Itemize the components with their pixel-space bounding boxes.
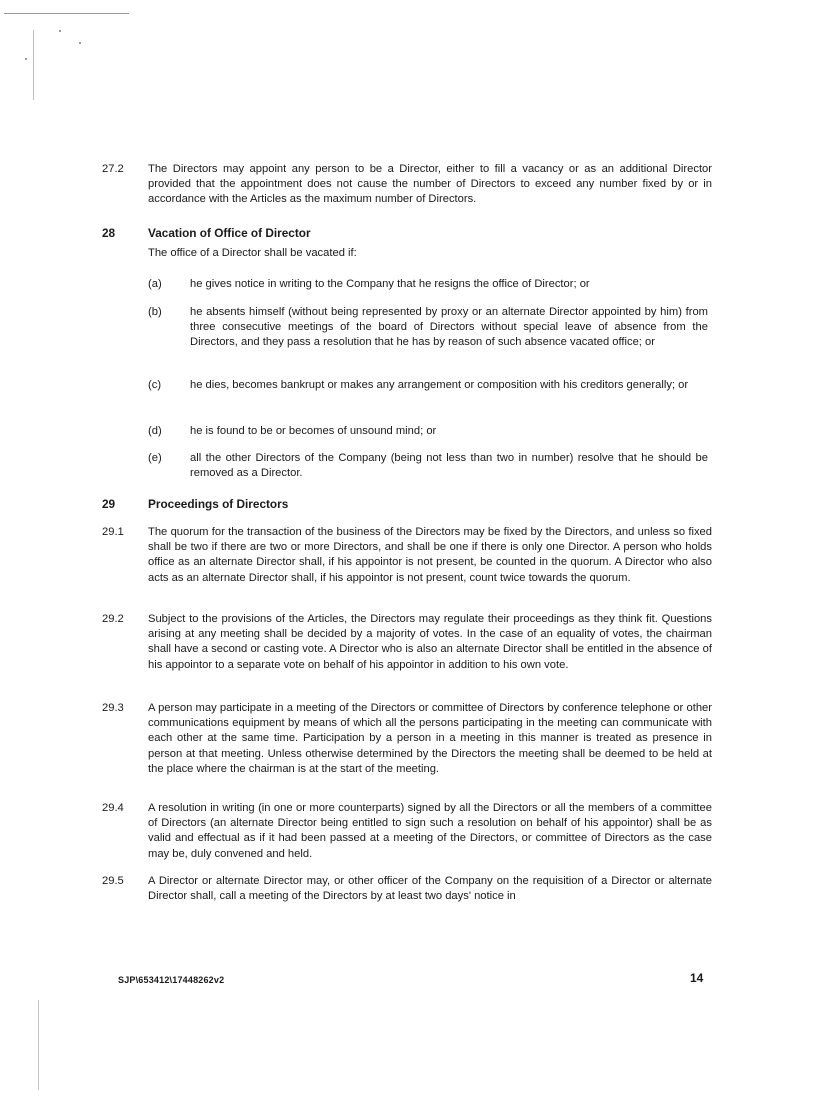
clause-number: 29.1: [102, 526, 124, 538]
clause-text: The Directors may appoint any person to be a Director, either to fill a vacancy or as an additional Director provided that the appointment does not cause the number of Directors to exceed any number fixed by or in accordance with the Articles as the maximum number of Directors.: [148, 163, 712, 206]
clause-number: 27.2: [102, 163, 124, 175]
list-item-label: (c): [148, 379, 162, 391]
list-item-text: he dies, becomes bankrupt or makes any arrangement or composition with his creditors generally; or: [190, 379, 689, 391]
list-item-label: (e): [148, 452, 162, 464]
clause-number: 29.3: [102, 702, 124, 714]
list-item-label: (a): [148, 278, 162, 290]
scan-line: [4, 13, 129, 14]
clause-text: Subject to the provisions of the Articles, the Directors may regulate their proceedings as they think fit. Questions arising at any meeting shall be decided by a majority of votes. In the case of an equality of votes, the chairman shall have a second or casting vote. A Director who is also an alternate Director shall be entitled in the absence of his appointor to a separate vote on behalf of his appointor in addition to his own vote.: [148, 613, 712, 671]
clause-text: A Director or alternate Director may, or other officer of the Company on the requisition of a Director or alternate Director shall, call a meeting of the Directors by at least two days' notice in: [148, 875, 712, 903]
list-item-text: he gives notice in writing to the Company that he resigns the office of Director; or: [190, 278, 590, 290]
list-item-label: (b): [148, 306, 162, 318]
section-number: 28: [102, 226, 116, 240]
clause-number: 29.2: [102, 613, 124, 625]
list-item-text: he is found to be or becomes of unsound mind; or: [190, 425, 437, 437]
list-item-text: he absents himself (without being represented by proxy or an alternate Director appointed by him) from three consecutive meetings of the board of Directors without special leave of absence from the Directors, and they pass a resolution that he has by reason of such absence vacated office; or: [190, 306, 708, 349]
list-item-label: (d): [148, 425, 162, 437]
section-number: 29: [102, 497, 116, 511]
clause-text: A resolution in writing (in one or more counterparts) signed by all the Directors or all the members of a committee of Directors (an alternate Director being entitled to sign such a resolution on behalf of his appointor) shall be as valid and effectual as if it had been passed at a meeting of the Directors, or committee of Directors as the case may be, duly convened and held.: [148, 802, 712, 860]
clause-number: 29.4: [102, 802, 124, 814]
page-number: 14: [690, 971, 704, 985]
scan-line: [33, 30, 34, 100]
section-28-intro: The office of a Director shall be vacated if:: [148, 247, 357, 259]
clause-text: A person may participate in a meeting of the Directors or committee of Directors by conference telephone or other communications equipment by means of which all the persons participating in the meeting can communicate with each other at the same time. Participation by a person in a meeting in this manner is treated as presence in person at that meeting. Unless otherwise determined by the Directors the meeting shall be deemed to be held at the place where the chairman is at the start of the meeting.: [148, 702, 712, 775]
scan-dot: [25, 58, 27, 60]
scan-line: [38, 1000, 39, 1090]
document-reference: SJP\653412\17448262v2: [118, 975, 225, 985]
list-item-text: all the other Directors of the Company (being not less than two in number) resolve that he should be removed as a Director.: [190, 452, 708, 480]
scan-dot: [59, 30, 61, 32]
section-title: Proceedings of Directors: [148, 497, 289, 511]
clause-text: The quorum for the transaction of the business of the Directors may be fixed by the Directors, and unless so fixed shall be two if there are two or more Directors, and shall be one if there is only one Director. A person who holds office as an alternate Director shall, if his appointor is not present, be counted in the quorum. A Director who also acts as an alternate Director shall, if his appointor is not present, count twice towards the quorum.: [148, 526, 712, 584]
clause-number: 29.5: [102, 875, 124, 887]
scan-dot: [79, 42, 81, 44]
section-title: Vacation of Office of Director: [148, 226, 311, 240]
